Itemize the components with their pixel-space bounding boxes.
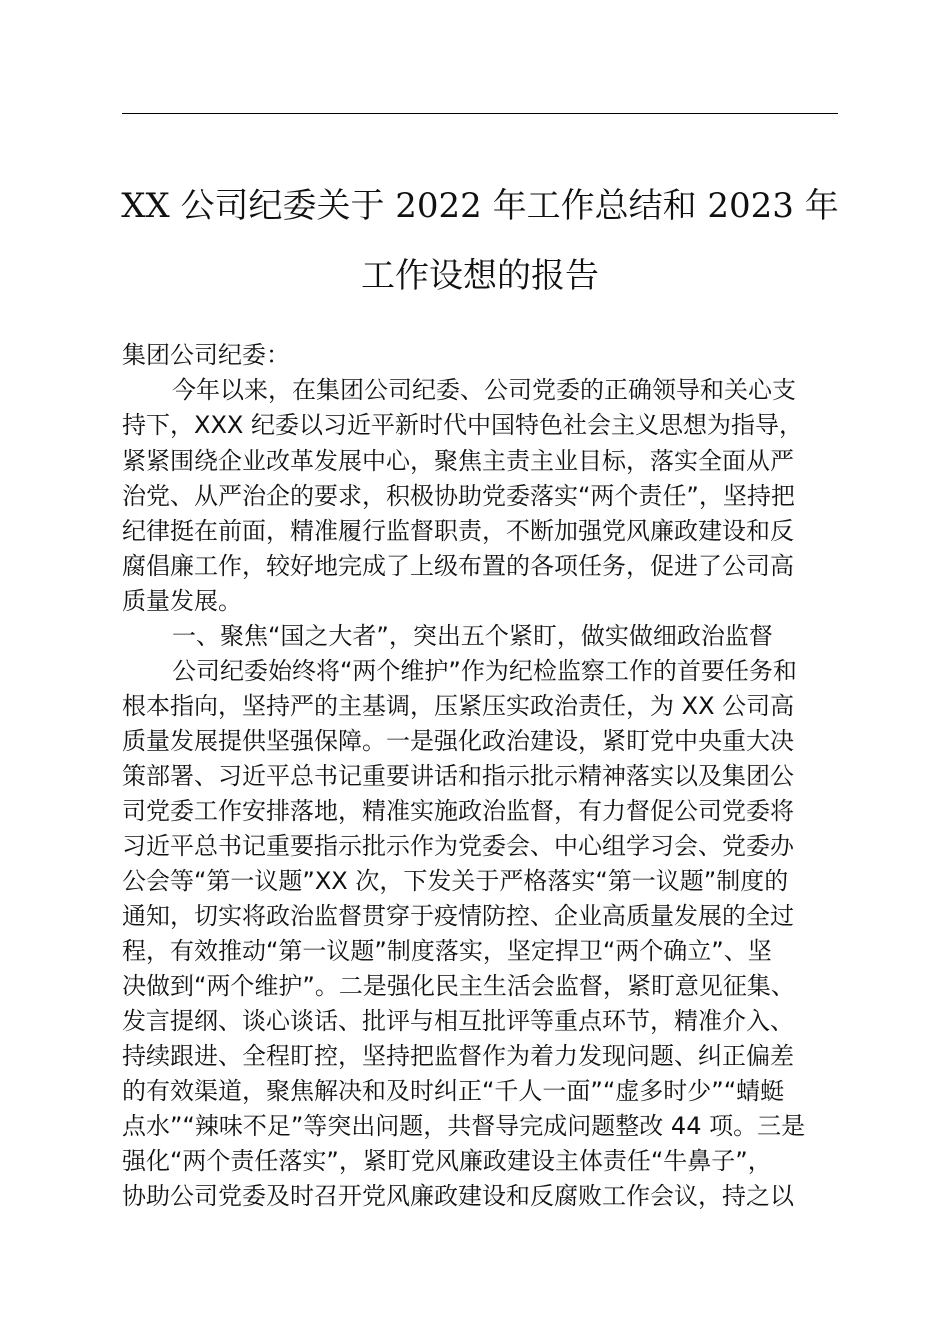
body-line: 纪律挺在前面，精准履行监督职责，不断加强党风廉政建设和反 — [122, 517, 794, 545]
body-line: 质量发展提供坚强保障。一是强化政治建设，紧盯党中央重大决 — [122, 727, 794, 755]
body-line: 腐倡廉工作，较好地完成了上级布置的各项任务，促进了公司高 — [122, 552, 794, 580]
body-line: 治党、从严治企的要求，积极协助党委落实“两个责任”，坚持把 — [122, 482, 795, 510]
salutation: 集团公司纪委： — [122, 341, 290, 369]
body-line: 策部署、习近平总书记重要讲话和指示批示精神落实以及集团公 — [122, 762, 794, 790]
section-heading: 一、聚焦“国之大者”，突出五个紧盯，做实做细政治监督 — [172, 622, 773, 650]
body-line: 习近平总书记重要指示批示作为党委会、中心组学习会、党委办 — [122, 832, 794, 860]
body-line: 持续跟进、全程盯控，坚持把监督作为着力发现问题、纠正偏差 — [122, 1042, 794, 1070]
body-line: 根本指向，坚持严的主基调，压紧压实政治责任，为 XX 公司高 — [122, 692, 795, 720]
body-line: 质量发展。 — [122, 587, 242, 615]
body-line: 强化“两个责任落实”，紧盯党风廉政建设主体责任“牛鼻子”， — [122, 1147, 772, 1175]
body-line: 司党委工作安排落地，精准实施政治监督，有力督促公司党委将 — [122, 797, 794, 825]
body-line: 的有效渠道，聚焦解决和及时纠正“千人一面”“虚多时少”“蜻蜓 — [122, 1077, 785, 1105]
body-line: 决做到“两个维护”。二是强化民主生活会监督，紧盯意见征集、 — [122, 972, 795, 1000]
body-line: 持下，XXX 纪委以习近平新时代中国特色社会主义思想为指导， — [122, 411, 803, 439]
body-line: 公会等“第一议题”XX 次，下发关于严格落实“第一议题”制度的 — [122, 867, 789, 895]
body-line: 协助公司党委及时召开党风廉政建设和反腐败工作会议，持之以 — [122, 1182, 794, 1210]
body-line: 紧紧围绕企业改革发展中心，聚焦主责主业目标，落实全面从严 — [122, 447, 794, 475]
body-line: 发言提纲、谈心谈话、批评与相互批评等重点环节，精准介入、 — [122, 1007, 794, 1035]
header-rule — [122, 113, 838, 114]
body-line: 程，有效推动“第一议题”制度落实，坚定捍卫“两个确立”、坚 — [122, 937, 772, 965]
document-title-line-1: XX 公司纪委关于 2022 年工作总结和 2023 年 — [121, 186, 839, 226]
body-line: 今年以来，在集团公司纪委、公司党委的正确领导和关心支 — [172, 376, 796, 404]
body-line: 公司纪委始终将“两个维护”作为纪检监察工作的首要任务和 — [172, 657, 797, 685]
body-line: 通知，切实将政治监督贯穿于疫情防控、企业高质量发展的全过 — [122, 902, 794, 930]
body-line: 点水”“辣味不足”等突出问题，共督导完成问题整改 44 项。三是 — [122, 1112, 806, 1140]
document-title-line-2: 工作设想的报告 — [361, 256, 599, 296]
